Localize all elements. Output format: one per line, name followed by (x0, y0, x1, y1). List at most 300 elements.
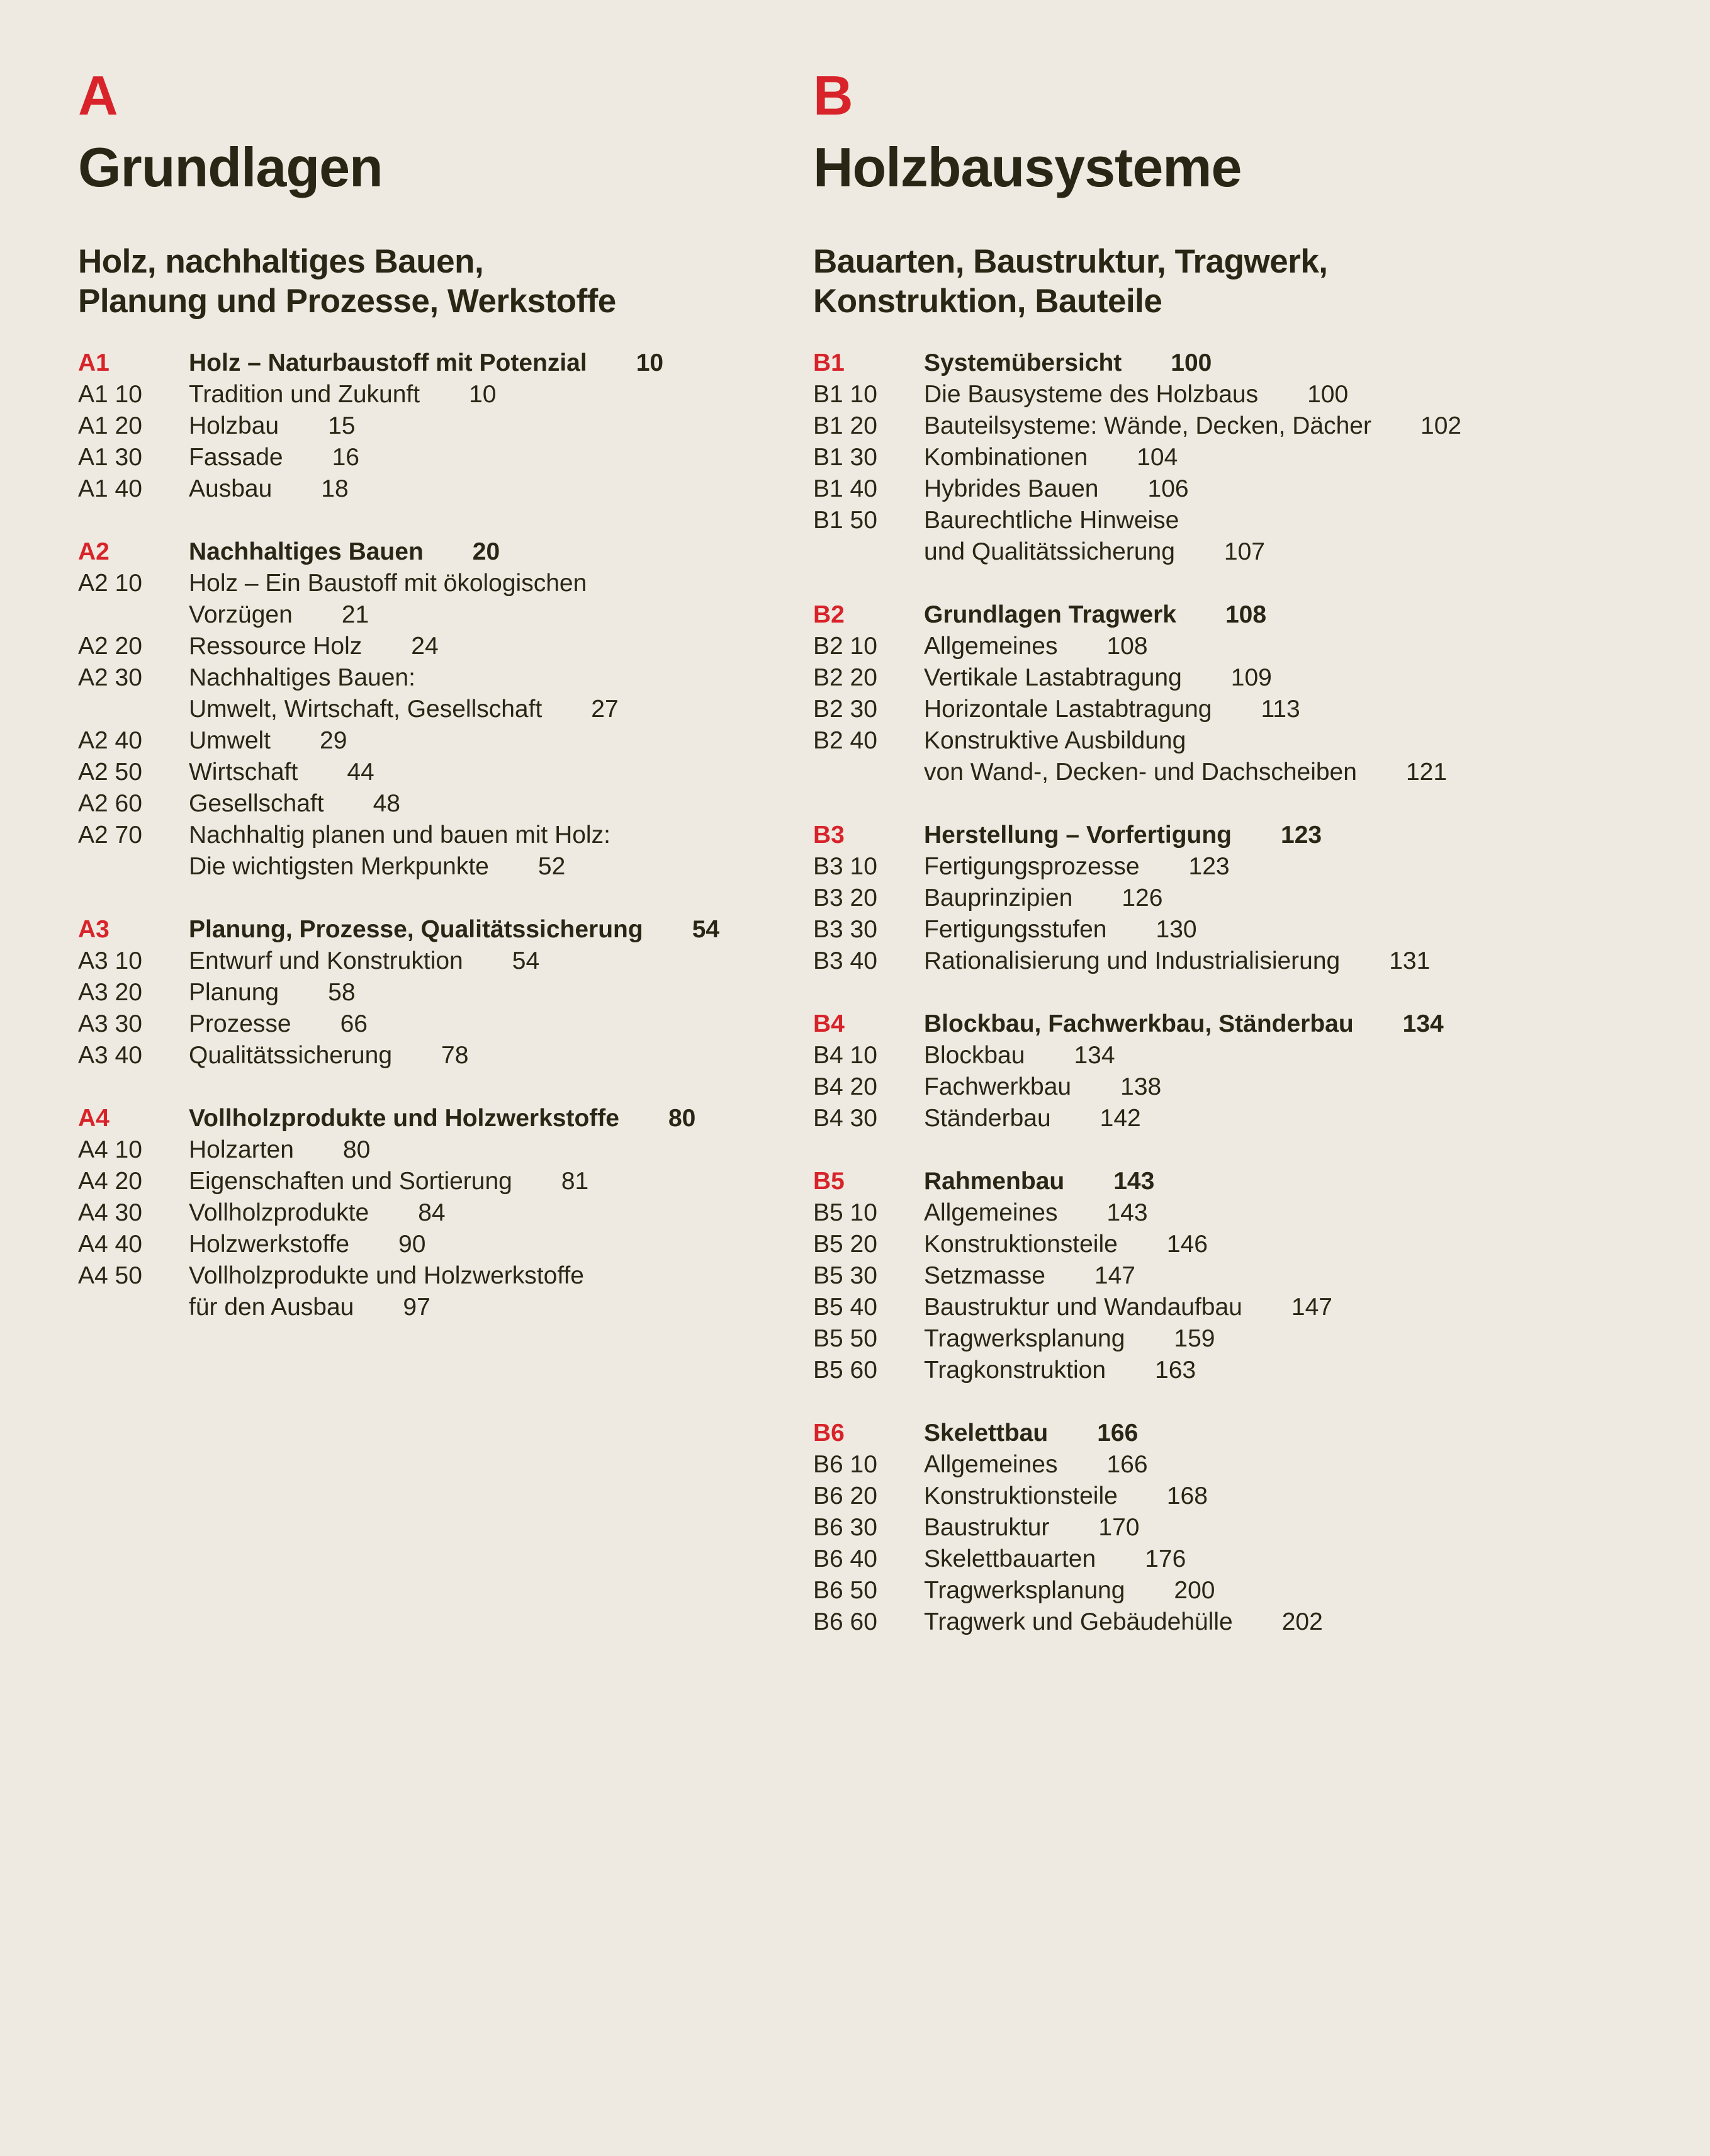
chapter-title (189, 347, 808, 379)
page-number: 100 (1171, 349, 1212, 376)
part-b-column (813, 64, 1631, 1669)
title-text: Baustruktur und Wandaufbau (924, 1294, 1242, 1321)
chapter-title (924, 1008, 1631, 1040)
entry-code: B3 10 (813, 853, 877, 880)
page-number: 200 (1174, 1577, 1215, 1604)
page-number: 130 (1156, 916, 1197, 943)
toc-entry (78, 1260, 808, 1323)
toc-entry (813, 505, 1631, 568)
entry-title (924, 1103, 1631, 1134)
title-text: Vollholzprodukte und Holzwerkstoffe für den Ausbau (189, 1262, 584, 1321)
page-number: 131 (1389, 947, 1431, 974)
entry-title (189, 631, 808, 662)
title-text: Ausbau (189, 475, 273, 502)
chapter-code: B4 (813, 1010, 845, 1037)
page-number: 54 (512, 947, 540, 974)
chapter-title (189, 536, 808, 568)
page-number: 54 (692, 916, 720, 943)
entry-title (189, 1166, 808, 1197)
part-subtitle (78, 242, 808, 321)
page-number: 138 (1120, 1073, 1162, 1100)
toc-entry (78, 442, 808, 473)
part-title: Grundlagen (78, 136, 383, 198)
toc-entry (813, 1197, 1631, 1229)
entry-code: B5 40 (813, 1294, 877, 1321)
entry-code: B3 40 (813, 947, 877, 974)
page-number: 202 (1281, 1608, 1323, 1635)
page-number: 147 (1094, 1262, 1135, 1289)
page-number: 121 (1405, 759, 1448, 786)
entry-title (189, 1260, 808, 1323)
chapter-list (78, 347, 808, 1323)
title-text: Horizontale Lastabtragung (924, 696, 1212, 723)
chapter-code: A4 (78, 1105, 110, 1132)
entry-code: B6 30 (813, 1514, 877, 1541)
entry-title (189, 1008, 808, 1040)
entry-title (189, 442, 808, 473)
entry-code: B5 20 (813, 1231, 877, 1258)
part-letter: A (78, 64, 118, 127)
entry-title (924, 694, 1631, 725)
entry-code: A2 30 (78, 664, 142, 691)
toc-entry (78, 568, 808, 631)
page-number: 176 (1145, 1545, 1186, 1572)
title-text: Tradition und Zukunft (189, 381, 420, 408)
page-number: 143 (1106, 1199, 1148, 1226)
toc-entry (813, 1512, 1631, 1544)
entry-code: B1 50 (813, 507, 877, 534)
title-text: Grundlagen Tragwerk (924, 601, 1176, 628)
entry-title (924, 1575, 1631, 1606)
entry-code: A4 10 (78, 1136, 142, 1163)
toc-entry (813, 1355, 1631, 1386)
page-number: 163 (1155, 1357, 1196, 1384)
title-text: Entwurf und Konstruktion (189, 947, 463, 974)
title-text: Rationalisierung und Industrialisierung (924, 947, 1341, 974)
toc-entry (813, 1292, 1631, 1323)
chapter-heading (813, 1166, 1631, 1197)
page-number: 29 (320, 727, 347, 754)
entry-title (924, 473, 1631, 505)
title-text: Umwelt (189, 727, 271, 754)
page-number: 58 (328, 979, 356, 1006)
title-text: Holz – Naturbaustoff mit Potenzial (189, 349, 587, 376)
page-number: 18 (321, 475, 349, 502)
entry-title (189, 410, 808, 442)
title-text: Setzmasse (924, 1262, 1045, 1289)
entry-code: B6 50 (813, 1577, 877, 1604)
chapter-heading (813, 1418, 1631, 1449)
part-letter: B (813, 64, 853, 127)
entry-code: B1 10 (813, 381, 877, 408)
entry-code: B5 50 (813, 1325, 877, 1352)
title-text: Tragwerksplanung (924, 1577, 1125, 1604)
toc-entry (813, 914, 1631, 945)
entry-title (189, 1134, 808, 1166)
entry-code: B3 20 (813, 884, 877, 912)
entry-title (189, 1040, 808, 1071)
page-number: 44 (347, 759, 374, 786)
entry-title (924, 410, 1631, 442)
entry-title (189, 820, 808, 883)
entry-code: A1 10 (78, 381, 142, 408)
title-text: Tragkonstruktion (924, 1357, 1106, 1384)
entry-title (924, 914, 1631, 945)
toc-entry (78, 1166, 808, 1197)
entry-title (924, 1481, 1631, 1512)
title-text: Konstruktive Ausbildung von Wand-, Decken- und Dachscheiben (924, 727, 1357, 786)
title-text: Qualitätssicherung (189, 1042, 393, 1069)
title-text: Allgemeines (924, 633, 1058, 660)
toc-entry (78, 757, 808, 788)
title-text: Bauteilsysteme: Wände, Decken, Dächer (924, 412, 1371, 439)
title-text: Holzbau (189, 412, 279, 439)
part-a-column (78, 64, 808, 1355)
entry-code: A2 10 (78, 570, 142, 597)
title-text: Holzarten (189, 1136, 294, 1163)
entry-title (924, 1355, 1631, 1386)
entry-code: A4 50 (78, 1262, 142, 1289)
page-number: 104 (1137, 444, 1178, 471)
page-number: 80 (668, 1105, 696, 1132)
page-number: 97 (403, 1294, 430, 1321)
part-subtitle-line: Konstruktion, Bauteile (813, 283, 1162, 320)
title-text: Nachhaltiges Bauen (189, 538, 424, 565)
entry-code: B2 10 (813, 633, 877, 660)
entry-code: B6 60 (813, 1608, 877, 1635)
chapter-code: A2 (78, 538, 110, 565)
toc-entry (813, 1544, 1631, 1575)
entry-title (924, 1323, 1631, 1355)
chapter-heading (813, 347, 1631, 379)
title-text: Baustruktur (924, 1514, 1050, 1541)
page-number: 90 (398, 1231, 426, 1258)
part-subtitle (813, 242, 1631, 321)
page-number: 143 (1113, 1168, 1155, 1195)
entry-title (924, 442, 1631, 473)
title-text: Allgemeines (924, 1451, 1058, 1478)
title-text: Fassade (189, 444, 283, 471)
chapter-heading (813, 1008, 1631, 1040)
chapter-heading (78, 914, 808, 945)
title-text: Wirtschaft (189, 759, 298, 786)
entry-code: B5 10 (813, 1199, 877, 1226)
title-text: Konstruktionsteile (924, 1482, 1118, 1510)
page-number: 159 (1174, 1325, 1215, 1352)
page-number: 126 (1122, 884, 1163, 912)
title-text: Skelettbau (924, 1419, 1049, 1447)
toc-entry (813, 1449, 1631, 1481)
entry-code: A3 10 (78, 947, 142, 974)
entry-title (189, 945, 808, 977)
page-number: 146 (1166, 1231, 1208, 1258)
title-text: Tragwerk und Gebäudehülle (924, 1608, 1233, 1635)
toc-entry (78, 1229, 808, 1260)
title-text: Nachhaltig planen und bauen mit Holz: Die wichtigsten Merkpunkte (189, 821, 610, 880)
entry-title (924, 1229, 1631, 1260)
toc-entry (813, 1260, 1631, 1292)
chapter-block (78, 1103, 808, 1323)
chapter-block (813, 1008, 1631, 1134)
entry-code: A2 50 (78, 759, 142, 786)
entry-title (189, 568, 808, 631)
page-number: 78 (441, 1042, 469, 1069)
chapter-title (189, 914, 808, 945)
toc-entry (813, 1606, 1631, 1638)
chapter-title (924, 347, 1631, 379)
page-number: 27 (591, 696, 619, 723)
toc-entry (78, 1197, 808, 1229)
entry-code: A4 20 (78, 1168, 142, 1195)
entry-title (189, 1197, 808, 1229)
toc-entry (813, 1323, 1631, 1355)
title-text: Bauprinzipien (924, 884, 1073, 912)
toc-entry (813, 379, 1631, 410)
toc-entry (813, 662, 1631, 694)
page-number: 113 (1261, 696, 1300, 723)
title-text: Nachhaltiges Bauen: Umwelt, Wirtschaft, Gesellschaft (189, 664, 543, 723)
part-subtitle-line: Bauarten, Baustruktur, Tragwerk, (813, 243, 1328, 280)
toc-entry (813, 945, 1631, 977)
chapter-block (78, 914, 808, 1071)
toc-entry (78, 631, 808, 662)
toc-entry (813, 1071, 1631, 1103)
page-number: 16 (332, 444, 359, 471)
page-number: 108 (1225, 601, 1267, 628)
entry-code: A2 70 (78, 821, 142, 849)
toc-entry (78, 473, 808, 505)
entry-title (924, 725, 1631, 788)
toc-entry (813, 1575, 1631, 1606)
title-text: Planung, Prozesse, Qualitätssicherung (189, 916, 643, 943)
chapter-title (924, 820, 1631, 851)
page-number: 170 (1098, 1514, 1140, 1541)
chapter-block (813, 820, 1631, 977)
toc-entry (78, 1008, 808, 1040)
entry-code: B4 20 (813, 1073, 877, 1100)
entry-code: A1 30 (78, 444, 142, 471)
toc-entry (813, 1229, 1631, 1260)
entry-title (924, 1292, 1631, 1323)
title-text: Die Bausysteme des Holzbaus (924, 381, 1259, 408)
entry-code: A3 30 (78, 1010, 142, 1037)
title-text: Fertigungsstufen (924, 916, 1107, 943)
title-text: Konstruktionsteile (924, 1231, 1118, 1258)
chapter-code: A3 (78, 916, 110, 943)
entry-title (189, 662, 808, 725)
page-number: 123 (1281, 821, 1322, 849)
entry-code: A2 20 (78, 633, 142, 660)
title-text: Vollholzprodukte (189, 1199, 369, 1226)
chapter-title (189, 1103, 808, 1134)
page-number: 168 (1166, 1482, 1208, 1510)
chapter-heading (78, 536, 808, 568)
title-text: Prozesse (189, 1010, 291, 1037)
entry-code: A2 40 (78, 727, 142, 754)
page-number: 52 (537, 853, 566, 880)
page-number: 66 (340, 1010, 368, 1037)
entry-code: B5 30 (813, 1262, 877, 1289)
toc-entry (78, 788, 808, 820)
entry-title (924, 1071, 1631, 1103)
title-text: Blockbau, Fachwerkbau, Ständerbau (924, 1010, 1354, 1037)
page-number: 134 (1074, 1042, 1115, 1069)
toc-entry (78, 820, 808, 883)
title-text: Holzwerkstoffe (189, 1231, 350, 1258)
toc-entry (813, 694, 1631, 725)
part-subtitle-line: Holz, nachhaltiges Bauen, (78, 243, 484, 280)
toc-entry (813, 883, 1631, 914)
page-number: 20 (472, 538, 500, 565)
entry-code: A4 30 (78, 1199, 142, 1226)
chapter-title (924, 1418, 1631, 1449)
page-number: 48 (373, 790, 400, 817)
title-text: Rahmenbau (924, 1168, 1065, 1195)
title-text: Systemübersicht (924, 349, 1122, 376)
toc-entry (813, 473, 1631, 505)
entry-title (924, 662, 1631, 694)
title-text: Gesellschaft (189, 790, 324, 817)
toc-entry (78, 1040, 808, 1071)
entry-code: B2 20 (813, 664, 877, 691)
page-number: 84 (418, 1199, 446, 1226)
entry-title (924, 1449, 1631, 1481)
page-number: 15 (328, 412, 356, 439)
page-number: 80 (342, 1136, 371, 1163)
page-number: 123 (1188, 853, 1230, 880)
page-number: 142 (1100, 1105, 1141, 1132)
title-text: Blockbau (924, 1042, 1025, 1069)
entry-code: A1 20 (78, 412, 142, 439)
page-number: 109 (1230, 664, 1272, 691)
entry-title (924, 945, 1631, 977)
entry-code: B6 10 (813, 1451, 877, 1478)
entry-title (924, 505, 1631, 568)
toc-entry (813, 442, 1631, 473)
entry-code: A3 40 (78, 1042, 142, 1069)
toc-entry (813, 851, 1631, 883)
toc-entry (78, 410, 808, 442)
entry-code: A4 40 (78, 1231, 142, 1258)
part-title: Holzbausysteme (813, 136, 1242, 198)
entry-code: B4 30 (813, 1105, 877, 1132)
title-text: Eigenschaften und Sortierung (189, 1168, 512, 1195)
entry-code: B3 30 (813, 916, 877, 943)
title-text: Herstellung – Vorfertigung (924, 821, 1232, 849)
title-text: Ständerbau (924, 1105, 1051, 1132)
chapter-title (924, 1166, 1631, 1197)
toc-entry (78, 662, 808, 725)
chapter-heading (813, 599, 1631, 631)
title-text: Vollholzprodukte und Holzwerkstoffe (189, 1105, 619, 1132)
toc-entry (78, 379, 808, 410)
page-number: 102 (1420, 412, 1462, 439)
page-number: 108 (1106, 633, 1148, 660)
entry-code: B1 30 (813, 444, 877, 471)
entry-code: A1 40 (78, 475, 142, 502)
page-number: 100 (1307, 381, 1349, 408)
page-number: 24 (411, 633, 439, 660)
toc-entry (78, 945, 808, 977)
title-text: Kombinationen (924, 444, 1088, 471)
page-number: 10 (469, 381, 497, 408)
entry-title (924, 883, 1631, 914)
title-text: Fachwerkbau (924, 1073, 1072, 1100)
chapter-block (813, 347, 1631, 568)
toc-entry (813, 631, 1631, 662)
part-subtitle-line: Planung und Prozesse, Werkstoffe (78, 283, 616, 320)
title-text: Ressource Holz (189, 633, 363, 660)
entry-title (189, 757, 808, 788)
chapter-list (813, 347, 1631, 1638)
chapter-heading (813, 820, 1631, 851)
entry-code: B2 30 (813, 696, 877, 723)
page-number: 134 (1402, 1010, 1444, 1037)
title-text: Vertikale Lastabtragung (924, 664, 1182, 691)
title-text: Fertigungsprozesse (924, 853, 1140, 880)
entry-title (924, 1197, 1631, 1229)
entry-code: A2 60 (78, 790, 142, 817)
chapter-title (924, 599, 1631, 631)
entry-title (189, 379, 808, 410)
chapter-code: B1 (813, 349, 845, 376)
page-number: 21 (341, 601, 369, 628)
entry-title (189, 725, 808, 757)
toc-entry (78, 977, 808, 1008)
title-text: Skelettbauarten (924, 1545, 1096, 1572)
entry-code: B2 40 (813, 727, 877, 754)
page-number: 166 (1106, 1451, 1148, 1478)
chapter-block (813, 1418, 1631, 1638)
chapter-block (813, 1166, 1631, 1386)
entry-title (189, 1229, 808, 1260)
entry-title (924, 379, 1631, 410)
chapter-code: A1 (78, 349, 110, 376)
chapter-block (78, 536, 808, 883)
toc-entry (813, 1481, 1631, 1512)
entry-code: B1 40 (813, 475, 877, 502)
entry-title (924, 1040, 1631, 1071)
entry-title (189, 788, 808, 820)
toc-entry (813, 1103, 1631, 1134)
toc-entry (78, 1134, 808, 1166)
chapter-heading (78, 347, 808, 379)
entry-code: A3 20 (78, 979, 142, 1006)
title-text: Allgemeines (924, 1199, 1058, 1226)
chapter-heading (78, 1103, 808, 1134)
page-number: 147 (1291, 1294, 1332, 1321)
page-number: 107 (1223, 538, 1265, 565)
entry-title (189, 977, 808, 1008)
toc-entry (813, 725, 1631, 788)
chapter-code: B2 (813, 601, 845, 628)
entry-title (924, 631, 1631, 662)
page-number: 10 (636, 349, 664, 376)
entry-title (924, 1512, 1631, 1544)
entry-code: B1 20 (813, 412, 877, 439)
page-number: 106 (1147, 475, 1189, 502)
toc-entry (813, 410, 1631, 442)
entry-title (189, 473, 808, 505)
entry-code: B5 60 (813, 1357, 877, 1384)
entry-code: B4 10 (813, 1042, 877, 1069)
entry-code: B6 40 (813, 1545, 877, 1572)
entry-title (924, 1544, 1631, 1575)
chapter-code: B5 (813, 1168, 845, 1195)
chapter-block (78, 347, 808, 505)
toc-entry (813, 1040, 1631, 1071)
page-number: 166 (1097, 1419, 1139, 1447)
